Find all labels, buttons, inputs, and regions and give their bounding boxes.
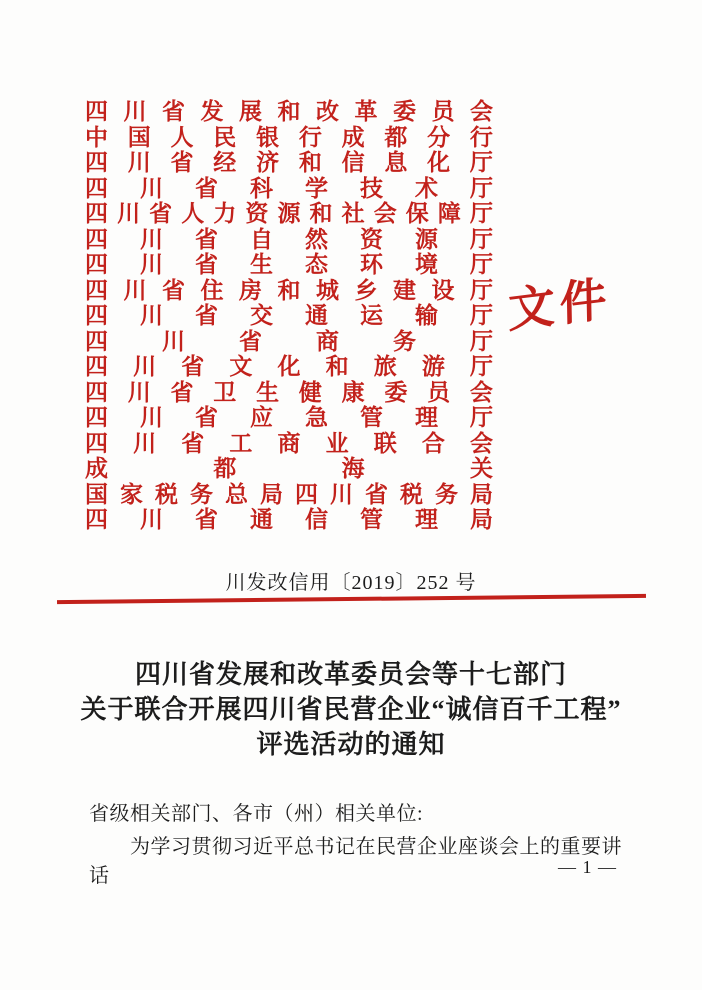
agency-character: 境	[415, 252, 438, 277]
agency-row	[85, 150, 493, 176]
agency-character: 局	[470, 507, 493, 532]
agency-character: 川	[140, 507, 163, 532]
agency-character: 四	[295, 481, 318, 507]
agency-character: 会	[373, 201, 397, 226]
agency-character: 川	[127, 379, 151, 405]
agency-character: 省	[195, 252, 218, 277]
agency-character: 厅	[470, 277, 493, 303]
agency-character: 和	[309, 201, 333, 226]
agency-character: 国	[85, 481, 108, 507]
agency-character: 川	[162, 328, 185, 354]
title-line-3: 评选活动的通知	[256, 730, 446, 759]
agency-character: 川	[140, 405, 163, 430]
agency-row	[85, 278, 493, 304]
agency-row	[85, 456, 493, 482]
agency-character: 和	[277, 277, 301, 303]
agency-character: 术	[415, 175, 438, 201]
agency-character: 省	[195, 303, 218, 328]
agency-character: 省	[181, 430, 205, 456]
agency-character: 应	[250, 405, 273, 430]
agency-character: 省	[181, 354, 205, 379]
agency-character: 川	[140, 175, 163, 201]
agency-character: 川	[123, 277, 147, 303]
agency-character: 旅	[373, 354, 397, 379]
agency-character: 川	[140, 252, 163, 277]
document-stamp-text: 文件	[507, 273, 612, 339]
agency-character: 展	[239, 99, 262, 124]
agency-character: 民	[213, 124, 237, 150]
agency-character: 和	[325, 354, 349, 379]
agency-character: 游	[421, 354, 445, 379]
page-number: — 1 —	[558, 857, 617, 877]
agency-character: 信	[341, 150, 365, 175]
agency-character: 成	[85, 456, 108, 481]
agency-character: 国	[127, 124, 151, 150]
document-title	[0, 657, 702, 762]
agency-character: 川	[133, 354, 157, 379]
agency-character: 和	[277, 99, 301, 124]
agency-character: 都	[384, 124, 408, 150]
agency-character: 四	[85, 303, 108, 328]
agency-character: 局	[470, 481, 493, 507]
agency-character: 省	[170, 379, 194, 405]
agency-row	[85, 99, 493, 125]
title-line-1: 四川省发展和改革委员会等十七部门	[134, 660, 567, 689]
agency-character: 和	[298, 150, 322, 175]
agency-character: 省	[365, 481, 388, 507]
agency-character: 城	[316, 277, 339, 303]
agency-character: 化	[277, 354, 301, 379]
agency-character: 四	[85, 277, 108, 303]
agency-character: 务	[393, 328, 416, 354]
agency-character: 运	[360, 303, 383, 328]
agency-character: 税	[155, 481, 178, 507]
agency-character: 厅	[470, 175, 493, 201]
agency-character: 管	[360, 507, 383, 532]
agency-character: 力	[213, 201, 237, 226]
agency-row	[85, 405, 493, 431]
agency-character: 资	[245, 201, 269, 226]
agency-character: 商	[316, 328, 339, 354]
agency-character: 川	[127, 150, 151, 175]
agency-character: 员	[431, 99, 455, 124]
agency-character: 务	[190, 481, 213, 507]
agency-character: 设	[431, 277, 455, 303]
agency-character: 交	[250, 303, 273, 328]
agency-character: 障	[437, 201, 461, 226]
agency-character: 济	[256, 150, 280, 175]
agency-character: 员	[427, 379, 451, 405]
agency-character: 四	[85, 150, 108, 175]
agency-character: 经	[213, 150, 237, 175]
agency-character: 乡	[354, 277, 378, 303]
agency-character: 四	[85, 379, 108, 405]
agency-character: 社	[341, 201, 365, 226]
agency-character: 川	[330, 481, 353, 507]
agency-character: 建	[393, 277, 416, 303]
agency-row	[85, 380, 493, 406]
agency-character: 中	[85, 124, 108, 150]
agency-character: 资	[360, 226, 383, 252]
agency-character: 厅	[470, 328, 493, 354]
document-number: 川发改信用〔2019〕252 号	[225, 572, 477, 594]
agency-character: 自	[250, 226, 273, 252]
agency-character: 人	[170, 124, 194, 150]
agency-character: 业	[325, 430, 349, 456]
agency-character: 分	[427, 124, 451, 150]
agency-character: 健	[298, 379, 322, 405]
agency-character: 四	[85, 99, 108, 124]
agency-character: 税	[400, 481, 423, 507]
agency-row	[85, 431, 493, 457]
agency-character: 生	[256, 379, 280, 405]
agency-character: 发	[200, 99, 224, 124]
agency-character: 家	[120, 481, 143, 507]
agency-character: 会	[469, 379, 493, 405]
agency-character: 四	[85, 405, 108, 430]
agency-character: 省	[170, 150, 194, 175]
agency-character: 技	[360, 175, 383, 201]
agency-character: 住	[200, 277, 224, 303]
agency-character: 关	[469, 456, 493, 481]
agency-character: 科	[250, 175, 273, 201]
agency-row	[85, 252, 493, 278]
agency-character: 省	[162, 277, 185, 303]
salutation: 省级相关部门、各市（州）相关单位:	[89, 803, 424, 825]
agency-character: 川	[140, 303, 163, 328]
agency-character: 厅	[470, 303, 493, 328]
body-paragraph: 为学习贯彻习近平总书记在民营企业座谈会上的重要讲话	[89, 836, 622, 887]
agency-character: 总	[225, 481, 248, 507]
agency-character: 通	[250, 507, 273, 532]
agency-character: 化	[427, 150, 451, 175]
agency-character: 四	[85, 201, 108, 226]
agency-character: 四	[85, 252, 108, 277]
agency-character: 生	[250, 252, 273, 277]
agency-row	[85, 303, 493, 329]
agency-character: 信	[305, 507, 328, 532]
agency-character: 源	[415, 226, 438, 252]
agency-character: 行	[298, 124, 322, 150]
agency-character: 通	[305, 303, 328, 328]
agency-character: 成	[341, 124, 365, 150]
agency-character: 卫	[213, 379, 237, 405]
agency-character: 川	[140, 226, 163, 252]
agency-character: 四	[85, 430, 108, 456]
agency-character: 会	[470, 99, 493, 124]
agency-character: 省	[195, 405, 218, 430]
agency-character: 态	[305, 252, 328, 277]
agency-character: 革	[354, 99, 378, 124]
agency-row	[85, 354, 493, 380]
agency-character: 输	[415, 303, 438, 328]
agency-character: 厅	[469, 201, 493, 226]
agency-character: 理	[415, 405, 438, 430]
agency-character: 合	[421, 430, 445, 456]
agency-character: 工	[229, 430, 253, 456]
agency-character: 学	[305, 175, 328, 201]
agency-character: 委	[393, 99, 416, 124]
agency-character: 厅	[470, 405, 493, 430]
agency-character: 都	[213, 456, 237, 481]
agency-row	[85, 201, 493, 227]
agency-row	[85, 227, 493, 253]
agency-character: 四	[85, 328, 108, 354]
agency-character: 会	[470, 430, 493, 456]
agency-character: 行	[469, 124, 493, 150]
agency-character: 局	[260, 481, 283, 507]
agency-character: 息	[384, 150, 408, 175]
agency-character: 商	[277, 430, 301, 456]
red-divider-line	[57, 594, 646, 604]
agency-character: 四	[85, 226, 108, 252]
agency-character: 房	[239, 277, 262, 303]
agency-character: 厅	[469, 150, 493, 175]
agency-character: 康	[341, 379, 365, 405]
agency-character: 厅	[470, 354, 493, 379]
agency-character: 四	[85, 507, 108, 532]
agency-character: 四	[85, 175, 108, 201]
agency-character: 保	[405, 201, 429, 226]
agency-row	[85, 482, 493, 508]
agency-character: 厅	[470, 252, 493, 277]
agency-character: 省	[195, 226, 218, 252]
agency-character: 厅	[470, 226, 493, 252]
agency-character: 环	[360, 252, 383, 277]
agency-row	[85, 329, 493, 355]
agency-character: 川	[123, 99, 147, 124]
title-line-2: 关于联合开展四川省民营企业“诚信百千工程”	[80, 695, 622, 724]
agency-character: 理	[415, 507, 438, 532]
agency-character: 川	[133, 430, 157, 456]
agency-character: 务	[435, 481, 458, 507]
agency-character: 然	[305, 226, 328, 252]
agency-character: 省	[149, 201, 173, 226]
agency-character: 川	[117, 201, 141, 226]
agency-character: 联	[373, 430, 397, 456]
agency-character: 省	[162, 99, 185, 124]
agency-character: 源	[277, 201, 301, 226]
agency-character: 省	[239, 328, 262, 354]
agency-row	[85, 125, 493, 151]
agency-character: 省	[195, 507, 218, 532]
agency-character: 人	[181, 201, 205, 226]
agency-character: 四	[85, 354, 108, 379]
agency-character: 省	[195, 175, 218, 201]
agency-character: 委	[384, 379, 408, 405]
agency-row	[85, 507, 493, 533]
agency-character: 管	[360, 405, 383, 430]
agency-character: 银	[256, 124, 280, 150]
agency-row	[85, 176, 493, 202]
agency-character: 海	[341, 456, 365, 481]
agency-character: 改	[316, 99, 339, 124]
agency-character: 文	[229, 354, 253, 379]
agency-list	[85, 99, 493, 533]
agency-character: 急	[305, 405, 328, 430]
